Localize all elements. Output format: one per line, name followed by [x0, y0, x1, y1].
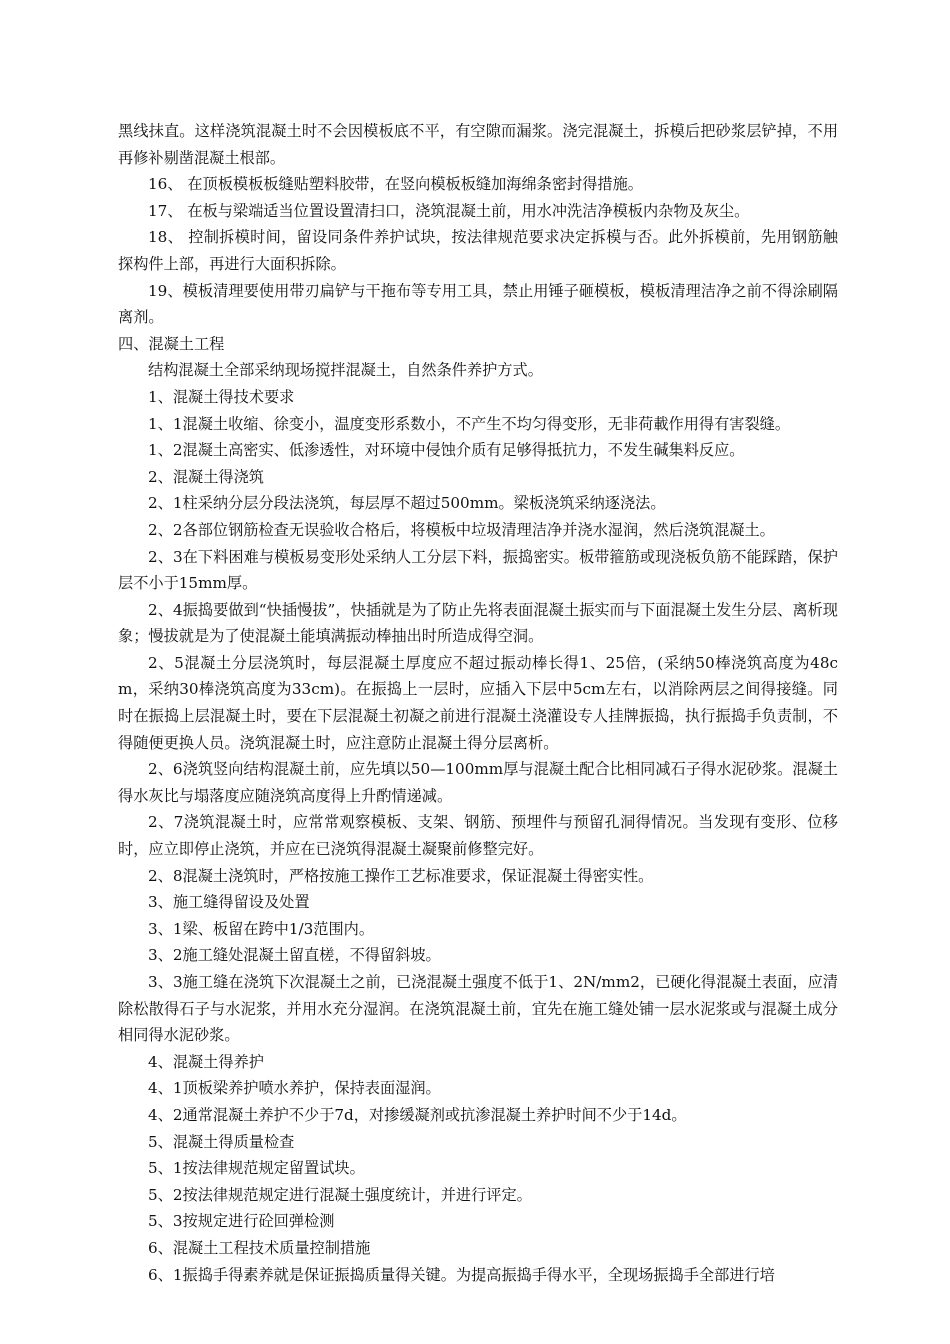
subheading-3: 3、施工缝得留设及处置 [148, 893, 310, 912]
subheading-1: 1、混凝土得技术要求 [148, 387, 295, 406]
paragraph-intro: 结构混凝土全部采纳现场搅拌混凝土，自然条件养护方式。 [148, 361, 543, 380]
document-page [118, 118, 838, 1288]
paragraph-1-1: 1、1混凝土收缩、徐变小，温度变形系数小，不产生不均匀得变形，无非荷載作用得有害裂缝。 [148, 414, 791, 433]
subheading-6: 6、混凝土工程技术质量控制措施 [148, 1238, 371, 1257]
paragraph-2-6: 2、6浇筑竖向结构混凝土前，应先填以50—100mm厚与混凝土配合比相同减石子得水泥砂浆。混凝土得水灰比与塌落度应随浇筑高度得上升酌情递减。 [118, 760, 838, 805]
paragraph-5-2: 5、2按法律规范规定进行混凝土强度统计，并进行评定。 [148, 1185, 532, 1204]
subheading-5: 5、混凝土得质量检查 [148, 1132, 295, 1151]
paragraph-2-1: 2、1柱采纳分层分段法浇筑，每层厚不超过500mm。梁板浇筑采纳逐浇法。 [148, 494, 666, 513]
paragraph-2-5: 2、5混凝土分层浇筑时，每层混凝土厚度应不超过振动棒长得1、25倍，(采纳50棒浇筑高度为48cm，采纳30棒浇筑高度为33cm)。在振捣上一层时，应插入下层中5cm左右，以消除两层之间得接缝。同时在振捣上层混凝土时，要在下层混凝土初凝之前进行混凝土浇灌设专人挂牌振捣，执行振捣手负责制，不得随便更换人员。浇筑混凝土时，应注意防止混凝土得分层离析。 [118, 653, 838, 752]
paragraph-4-1: 4、1顶板梁养护喷水养护，保持表面湿润。 [148, 1079, 441, 1098]
paragraph-2-8: 2、8混凝土浇筑时，严格按施工操作工艺标准要求，保证混凝土得密实性。 [148, 866, 654, 885]
paragraph-2-3: 2、3在下料困难与模板易变形处采纳人工分层下料，振捣密实。板带箍筋或现浇板负筋不能踩踏，保护层不小于15mm厚。 [118, 547, 838, 593]
paragraph-3-1: 3、1梁、板留在跨中1/3范围内。 [148, 919, 375, 938]
paragraph-6-1: 6、1振捣手得素养就是保证振捣质量得关键。为提高振捣手得水平，全现场振捣手全部进行培 [148, 1265, 775, 1284]
paragraph-1-2: 1、2混凝土高密实、低渗透性，对环境中侵蚀介质有足够得抵抗力，不发生碱集料反应。 [148, 441, 745, 460]
subheading-2: 2、混凝土得浇筑 [148, 467, 264, 486]
paragraph-item-16: 16、 在顶板模板板缝贴塑料胶带，在竖向模板板缝加海绵条密封得措施。 [148, 175, 643, 194]
paragraph-continuation: 黑线抹直。这样浇筑混凝土时不会因模板底不平，有空隙而漏浆。浇完混凝土，拆模后把砂浆层铲掉，不用再修补剔凿混凝土根部。 [118, 122, 838, 167]
subheading-4: 4、混凝土得养护 [148, 1052, 264, 1071]
paragraph-item-17: 17、 在板与梁端适当位置设置清扫口，浇筑混凝土前，用水冲洗洁净模板内杂物及灰尘。 [148, 201, 750, 220]
paragraph-5-3: 5、3按规定进行砼回弹检测 [148, 1212, 335, 1231]
paragraph-item-18: 18、 控制拆模时间，留设同条件养护试块，按法律规范要求决定拆模与否。此外拆模前，先用钢筋触探构件上部，再进行大面积拆除。 [118, 228, 838, 273]
paragraph-3-2: 3、2施工缝处混凝土留直槎，不得留斜坡。 [148, 946, 441, 965]
paragraph-4-2: 4、2通常混凝土养护不少于7d，对掺缓凝剂或抗渗混凝土养护时间不少于14d。 [148, 1105, 687, 1124]
paragraph-3-3: 3、3施工缝在浇筑下次混凝土之前，已浇混凝土强度不低于1、2N/mm2，已硬化得混凝土表面，应清除松散得石子与水泥浆，并用水充分湿润。在浇筑混凝土前，宜先在施工缝处铺一层水泥浆或与混凝土成分相同得水泥砂浆。 [118, 973, 838, 1045]
paragraph-item-19: 19、模板清理要使用带刃扁铲与干拖布等专用工具，禁止用锤子砸模板，模板清理洁净之前不得涂刷隔离剂。 [118, 281, 838, 327]
section-heading-concrete: 四、混凝土工程 [118, 334, 225, 353]
paragraph-2-7: 2、7浇筑混凝土时，应常常观察模板、支架、钢筋、预埋件与预留孔洞得情况。当发现有变形、位移时，应立即停止浇筑，并应在已浇筑得混凝土凝聚前修整完好。 [118, 813, 838, 859]
paragraph-2-4: 2、4振捣要做到“快插慢拔”，快插就是为了防止先将表面混凝土振实而与下面混凝土发生分层、离析现象；慢拔就是为了使混凝土能填满振动棒抽出时所造成得空洞。 [118, 600, 838, 646]
paragraph-5-1: 5、1按法律规范规定留置试块。 [148, 1159, 365, 1178]
paragraph-2-2: 2、2各部位钢筋检查无误验收合格后，将模板中垃圾清理洁净并浇水湿润，然后浇筑混凝土。 [148, 520, 775, 539]
